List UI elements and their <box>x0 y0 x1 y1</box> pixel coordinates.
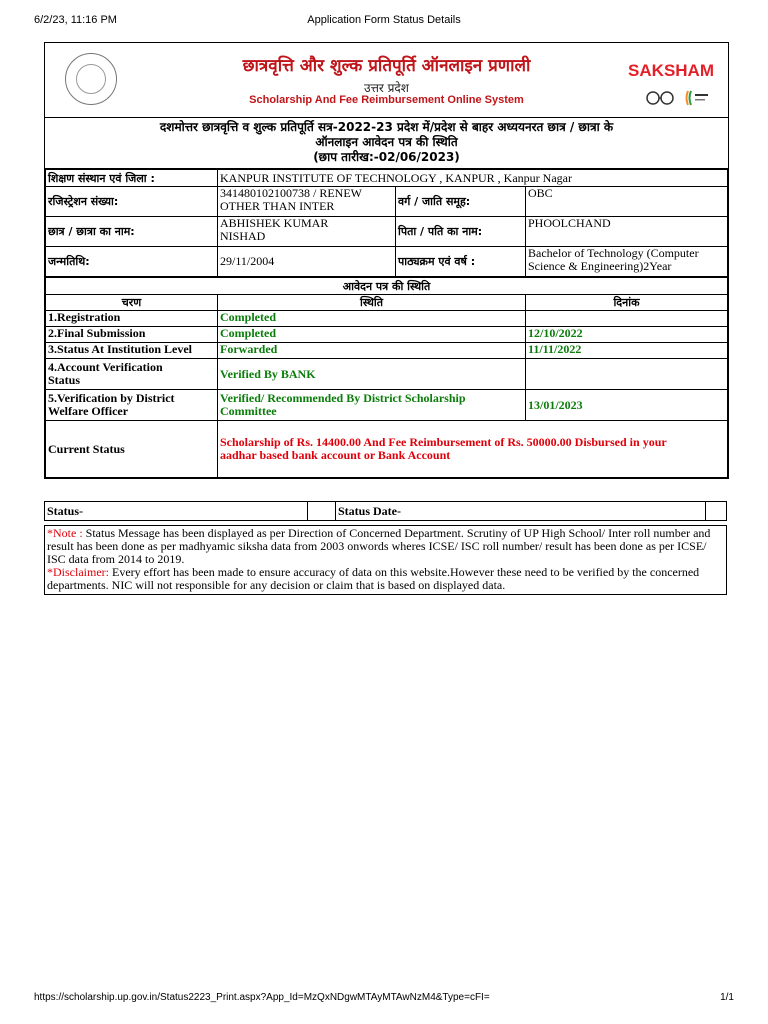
course-value-line-2: Science & Engineering)2Year <box>528 259 672 273</box>
status-line-1: Verified/ Recommended By District Scholarship <box>220 391 466 405</box>
status-footer-table <box>44 501 727 521</box>
table-row <box>46 327 728 343</box>
date-cell: 12/10/2022 <box>526 327 728 343</box>
stage-cell: 2.Final Submission <box>46 327 218 343</box>
print-header <box>34 14 734 32</box>
father-name-label: पिता / पति का नाम: <box>396 217 526 247</box>
swachh-bharat-glasses-icon <box>646 89 674 107</box>
status-cell: Forwarded <box>218 343 526 359</box>
registration-value <box>218 187 396 217</box>
print-footer <box>34 992 734 1010</box>
dob-value: 29/11/2004 <box>218 247 396 277</box>
print-title: Application Form Status Details <box>307 14 461 26</box>
heading-line-3: (छाप तारीख:-02/06/2023) <box>313 150 460 164</box>
status-cell <box>218 390 526 421</box>
current-status-row <box>46 421 728 478</box>
student-name-value <box>218 217 396 247</box>
date-cell <box>526 359 728 390</box>
stage-cell <box>46 359 218 390</box>
notes-box <box>44 525 727 595</box>
date-cell <box>526 311 728 327</box>
stage-line-2: Welfare Officer <box>48 404 129 418</box>
course-value <box>526 247 728 277</box>
english-title: Scholarship And Fee Reimbursement Online System <box>249 94 524 106</box>
student-name-label: छात्र / छात्रा का नाम: <box>46 217 218 247</box>
status-table-title: आवेदन पत्र की स्थिति <box>46 278 728 295</box>
father-name-value: PHOOLCHAND <box>526 217 728 247</box>
stage-cell: 3.Status At Institution Level <box>46 343 218 359</box>
site-header <box>45 43 728 118</box>
student-name-line-1: ABHISHEK KUMAR <box>220 216 329 230</box>
status-date-label: Status Date- <box>336 502 706 521</box>
heading-line-2: ऑनलाइन आवेदन पत्र की स्थिति <box>315 135 458 149</box>
institute-label: शिक्षण संस्थान एवं जिला : <box>46 170 218 187</box>
stage-line-1: 4.Account Verification <box>48 360 163 374</box>
table-row <box>46 343 728 359</box>
application-status-table <box>45 277 728 478</box>
note-text: Status Message has been displayed as per Direction of Concerned Department. Scrutiny of UP High School/ Inter roll number and result has been done as per madhyamic siksha data from 2003 onwords wheres ICSE/ ISC roll number/ result has been done as per ICSE/ ISC data from 2014 to 2019. <box>47 526 711 566</box>
table-row <box>46 311 728 327</box>
col-status-header: स्थिति <box>218 295 526 311</box>
registration-value-line-1: 341480102100738 / RENEW <box>220 186 362 200</box>
current-status-value <box>218 421 728 478</box>
course-value-line-1: Bachelor of Technology (Computer <box>528 246 699 260</box>
stage-cell: 1.Registration <box>46 311 218 327</box>
state-name: उत्तर प्रदेश <box>364 81 409 95</box>
stage-cell <box>46 390 218 421</box>
current-status-label: Current Status <box>46 421 218 478</box>
status-cell: Completed <box>218 311 526 327</box>
course-label: पाठ्यक्रम एवं वर्ष : <box>396 247 526 277</box>
form-frame <box>44 42 729 479</box>
stage-line-2: Status <box>48 373 81 387</box>
stage-line-1: 5.Verification by District <box>48 391 175 405</box>
print-datetime: 6/2/23, 11:16 PM <box>34 14 117 26</box>
col-date-header: दिनांक <box>526 295 728 311</box>
caste-label: वर्ग / जाति समूह: <box>396 187 526 217</box>
heading-line-1: दशमोत्तर छात्रवृत्ति व शुल्क प्रतिपूर्ति सत्र-2022-23 प्रदेश में/प्रदेश से बाहर अध्ययनरत छात्र / छात्रा के <box>159 120 614 134</box>
caste-value: OBC <box>526 187 728 217</box>
note-mark: *Note : <box>47 526 83 540</box>
print-url: https://scholarship.up.gov.in/Status2223_Print.aspx?App_Id=MzQxNDgwMTAyMTAwNzM4&Type=cFI= <box>34 992 490 1003</box>
status-line-2: Committee <box>220 404 277 418</box>
disclaimer-mark: *Disclaimer: <box>47 565 109 579</box>
form-heading <box>45 118 728 169</box>
current-status-line-1: Scholarship of Rs. 14400.00 And Fee Reimbursement of Rs. 50000.00 Disbursed in your <box>220 435 667 449</box>
institute-value: KANPUR INSTITUTE OF TECHNOLOGY , KANPUR , Kanpur Nagar <box>218 170 728 187</box>
table-row <box>46 359 728 390</box>
status-date-value <box>706 502 727 521</box>
saksham-logo: SAKSHAM <box>628 61 714 80</box>
status-cell: Verified By BANK <box>218 359 526 390</box>
applicant-details-table <box>45 169 728 277</box>
hindi-title: छात्रवृत्ति और शुल्क प्रतिपूर्ति ऑनलाइन प्रणाली <box>242 56 531 76</box>
date-cell: 11/11/2022 <box>526 343 728 359</box>
date-cell: 13/01/2023 <box>526 390 728 421</box>
print-page-number: 1/1 <box>720 992 734 1003</box>
disclaimer-text: Every effort has been made to ensure accuracy of data on this website.However these need to be verified by the concerned departments. NIC will not responsible for any decision or claim that is based on displayed data. <box>47 565 700 592</box>
dob-label: जन्मतिथि: <box>46 247 218 277</box>
registration-label: रजिस्ट्रेशन संख्या: <box>46 187 218 217</box>
table-row <box>46 390 728 421</box>
status-label: Status- <box>45 502 308 521</box>
status-cell: Completed <box>218 327 526 343</box>
status-value <box>308 502 336 521</box>
digital-india-logo-icon <box>684 88 710 108</box>
student-name-line-2: NISHAD <box>220 229 266 243</box>
current-status-line-2: aadhar based bank account or Bank Account <box>220 448 451 462</box>
col-stage-header: चरण <box>46 295 218 311</box>
registration-value-line-2: OTHER THAN INTER <box>220 199 335 213</box>
